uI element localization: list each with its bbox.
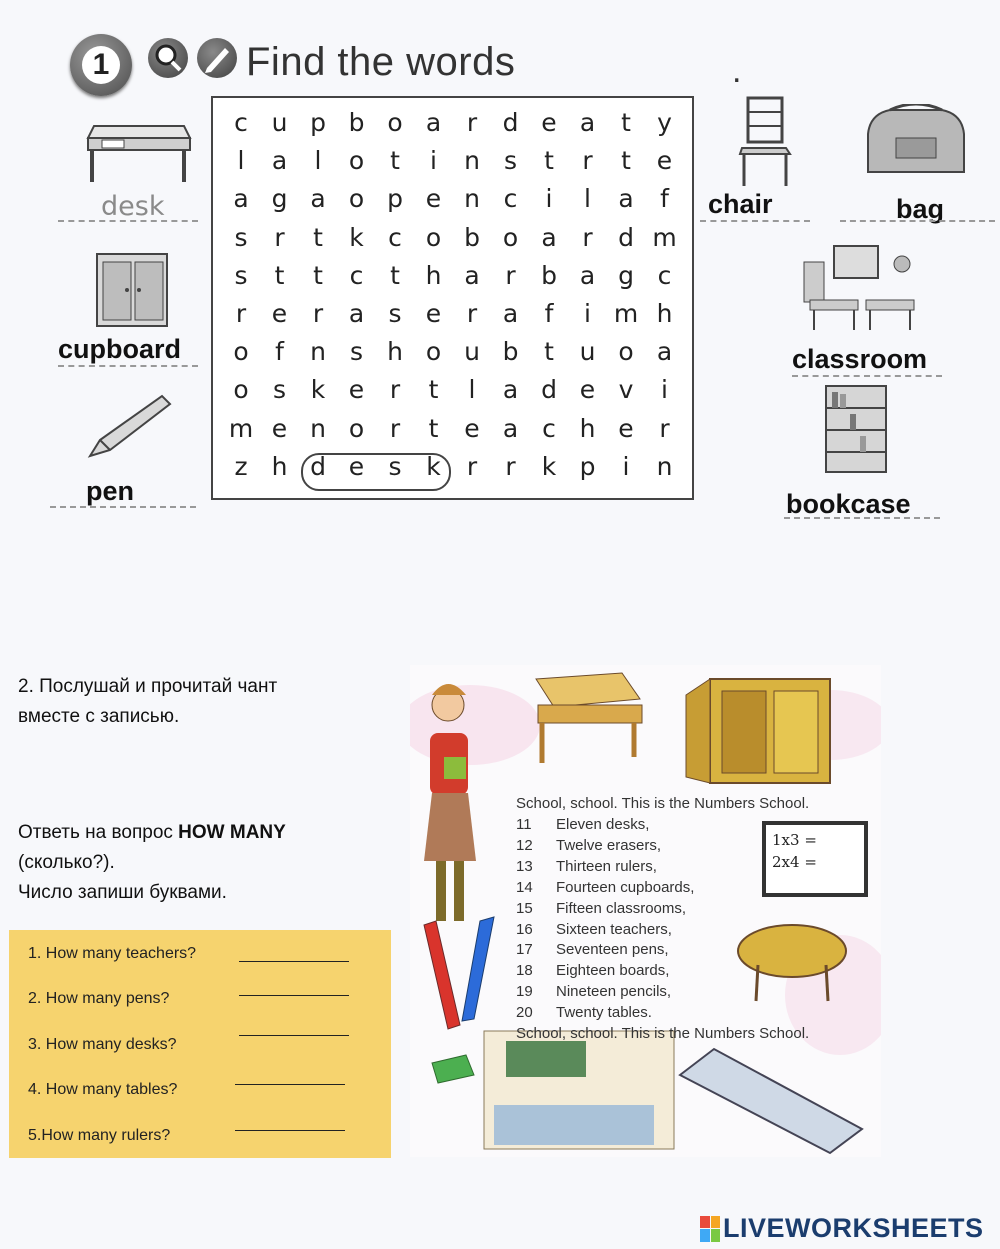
grid-letter[interactable]: p — [387, 184, 403, 214]
grid-letter[interactable]: e — [579, 375, 596, 405]
grid-letter[interactable]: u — [464, 337, 480, 367]
chant-illustration — [410, 665, 881, 1157]
question-5: 5.How many rulers? — [28, 1127, 171, 1144]
grid-letter[interactable]: s — [503, 146, 518, 176]
grid-letter[interactable]: a — [541, 222, 557, 252]
grid-letter[interactable]: c — [349, 260, 364, 290]
grid-letter[interactable]: a — [271, 146, 288, 176]
grid-letter[interactable]: s — [388, 451, 402, 481]
answer-field-4[interactable] — [235, 1084, 345, 1085]
chant-line — [516, 816, 649, 833]
chant-line-text: Fifteen classrooms, — [556, 899, 687, 917]
grid-letter[interactable]: t — [621, 108, 631, 137]
grid-letter[interactable]: h — [579, 413, 596, 443]
grid-letter[interactable]: n — [310, 337, 326, 367]
grid-letter[interactable]: f — [544, 299, 554, 328]
label-chair: chair — [708, 189, 773, 219]
chant-line-text: Thirteen rulers, — [556, 857, 657, 875]
chair-picture — [738, 96, 794, 188]
grid-letter[interactable]: c — [234, 108, 248, 137]
grid-letter[interactable]: r — [582, 222, 593, 252]
label-pen: pen — [86, 476, 135, 506]
answer-line-bookcase[interactable] — [784, 517, 940, 519]
board-line-1: 1x3 = — [772, 831, 817, 849]
instruction-answer-line-2: (сколько?). — [18, 852, 115, 873]
grid-letter[interactable]: a — [502, 299, 519, 328]
grid-letter[interactable]: n — [656, 451, 673, 481]
bag-picture — [860, 104, 972, 180]
grid-letter[interactable]: e — [464, 413, 480, 443]
grid-letter[interactable]: i — [430, 146, 437, 176]
grid-letter[interactable]: b — [464, 222, 480, 252]
label-classroom: classroom — [792, 344, 928, 374]
grid-letter[interactable]: d — [541, 375, 557, 405]
bookcase-picture — [824, 384, 890, 476]
grid-letter[interactable]: o — [425, 222, 442, 252]
chant-line-text: Fourteen cupboards, — [556, 878, 695, 896]
grid-letter[interactable]: t — [274, 260, 285, 290]
questions-box — [9, 930, 391, 1158]
grid-letter[interactable]: h — [271, 451, 288, 481]
grid-letter[interactable]: e — [618, 413, 634, 443]
chant-line-number: 12 — [516, 836, 533, 854]
grid-letter[interactable]: u — [579, 337, 596, 367]
instruction-listen — [18, 672, 277, 732]
grid-letter[interactable]: o — [233, 375, 249, 405]
grid-letter[interactable]: t — [390, 260, 400, 290]
grid-letter[interactable]: k — [426, 451, 441, 481]
grid-letter[interactable]: p — [579, 451, 596, 481]
grid-letter[interactable]: n — [464, 184, 480, 214]
found-word-circle-desk — [301, 453, 451, 491]
grid-letter[interactable]: l — [584, 184, 591, 214]
grid-letter[interactable]: r — [274, 222, 285, 252]
question-1: 1. How many teachers? — [28, 945, 197, 962]
grid-letter[interactable]: t — [313, 222, 323, 252]
grid-letter[interactable]: o — [233, 337, 249, 367]
grid-letter[interactable]: r — [389, 413, 401, 443]
grid-letter[interactable]: r — [466, 299, 478, 328]
grid-letter[interactable]: t — [544, 337, 554, 367]
grid-letter[interactable]: e — [271, 299, 288, 328]
instruction-line-1: 2. Послушай и прочитай чант — [18, 676, 278, 697]
label-bag: bag — [896, 194, 945, 224]
chant-line-number: 13 — [516, 857, 533, 875]
chant-line-text: Eleven desks, — [556, 816, 650, 833]
grid-letter[interactable]: s — [349, 337, 364, 367]
chant-line-number: 14 — [516, 878, 533, 896]
label-cupboard: cupboard — [58, 334, 182, 364]
grid-letter[interactable]: r — [466, 451, 478, 481]
grid-letter[interactable]: a — [579, 108, 596, 137]
label-bookcase: bookcase — [786, 489, 911, 519]
grid-letter[interactable]: o — [425, 337, 442, 367]
grid-letter[interactable]: c — [542, 413, 556, 443]
instruction-answer-bold: HOW MANY — [178, 822, 286, 843]
grid-letter[interactable]: e — [348, 375, 365, 405]
instruction-answer — [18, 818, 286, 908]
chant-line-text: Eighteen boards, — [556, 962, 670, 980]
grid-letter[interactable]: s — [272, 375, 287, 405]
answer-line-desk[interactable] — [58, 220, 198, 222]
grid-letter[interactable]: p — [310, 108, 326, 137]
grid-letter[interactable]: k — [349, 222, 364, 252]
answer-line-pen[interactable] — [50, 506, 196, 508]
grid-letter[interactable]: h — [387, 337, 403, 367]
grid-letter[interactable]: u — [271, 108, 288, 137]
grid-letter[interactable]: a — [579, 260, 596, 290]
chant-line-number: 17 — [516, 941, 533, 959]
chant-line — [516, 983, 671, 1000]
grid-letter[interactable]: c — [503, 184, 518, 214]
grid-letter[interactable]: o — [618, 337, 634, 367]
grid-letter[interactable]: k — [541, 451, 557, 481]
chant-line — [516, 921, 672, 938]
grid-letter[interactable]: t — [390, 146, 400, 176]
grid-letter[interactable]: o — [348, 413, 365, 443]
instruction-answer-line-1 — [18, 818, 286, 848]
chant-line — [516, 962, 669, 979]
grid-letter[interactable]: h — [656, 299, 673, 328]
grid-letter[interactable]: a — [502, 375, 519, 405]
grid-letter[interactable]: a — [425, 108, 442, 137]
grid-letter[interactable]: b — [541, 260, 557, 290]
grid-letter[interactable]: t — [428, 375, 439, 405]
grid-letter[interactable]: r — [389, 375, 401, 405]
liveworksheets-logo — [700, 1213, 984, 1244]
grid-letter[interactable]: i — [622, 451, 630, 481]
grid-letter[interactable]: c — [388, 222, 402, 252]
grid-letter[interactable]: r — [235, 299, 247, 328]
grid-letter[interactable]: m — [228, 413, 254, 443]
grid-letter[interactable]: e — [425, 184, 442, 214]
magnifier-icon — [148, 38, 188, 78]
grid-letter[interactable]: d — [310, 451, 326, 481]
grid-letter[interactable]: l — [468, 375, 476, 405]
grid-letter[interactable]: a — [502, 413, 519, 443]
grid-letter[interactable]: i — [545, 184, 553, 214]
chant-line-number: 11 — [516, 816, 532, 833]
grid-letter[interactable]: g — [271, 184, 288, 214]
grid-letter[interactable]: z — [234, 451, 248, 481]
grid-letter[interactable]: h — [425, 260, 442, 290]
question-2: 2. How many pens? — [28, 990, 170, 1007]
exercise-number: 1 — [82, 46, 120, 84]
chant-line-number: 19 — [516, 983, 533, 1001]
chant-line — [516, 858, 657, 875]
exercise-number-badge — [70, 34, 132, 96]
label-desk: desk — [101, 191, 165, 222]
chant-line — [516, 900, 686, 917]
grid-letter[interactable]: r — [659, 413, 670, 443]
grid-letter[interactable]: s — [234, 260, 248, 290]
grid-letter[interactable]: l — [237, 146, 245, 176]
board-line-2: 2x4 = — [772, 853, 817, 871]
grid-letter[interactable]: t — [313, 260, 323, 290]
grid-letter[interactable]: a — [310, 184, 326, 214]
grid-letter[interactable]: t — [544, 146, 554, 176]
chant-first-line: School, school. This is the Numbers School. — [516, 795, 810, 812]
grid-letter[interactable]: t — [621, 146, 631, 176]
grid-letter[interactable]: m — [613, 299, 639, 328]
grid-letter[interactable]: d — [618, 222, 634, 252]
grid-letter[interactable]: o — [348, 146, 365, 176]
grid-letter[interactable]: e — [271, 413, 288, 443]
answer-line-bag[interactable] — [840, 220, 995, 222]
cupboard-picture — [95, 252, 171, 330]
answer-field-1[interactable] — [239, 961, 349, 962]
grid-letter[interactable]: e — [656, 146, 673, 176]
instruction-line-2: вместе с записью. — [18, 706, 180, 727]
grid-letter[interactable]: a — [348, 299, 365, 328]
answer-line-chair[interactable] — [700, 220, 810, 222]
answer-field-5[interactable] — [235, 1130, 345, 1131]
grid-letter[interactable]: y — [657, 108, 672, 137]
answer-field-2[interactable] — [239, 995, 349, 996]
chant-line-number: 18 — [516, 962, 533, 980]
chant-line-number: 20 — [516, 1004, 533, 1022]
grid-letter[interactable]: k — [310, 375, 326, 405]
instruction-answer-prefix: Ответь на вопрос — [18, 822, 179, 843]
grid-letter[interactable]: m — [652, 222, 677, 252]
chant-line-text: Seventeen pens, — [556, 941, 669, 959]
grid-letter[interactable]: v — [618, 375, 634, 405]
grid-letter[interactable]: b — [502, 337, 519, 367]
grid-letter[interactable]: f — [275, 337, 284, 367]
chant-line — [516, 837, 661, 854]
grid-letter[interactable]: t — [428, 413, 439, 443]
chant-line-number: 15 — [516, 899, 533, 917]
grid-letter[interactable]: r — [466, 108, 478, 137]
grid-letter[interactable]: o — [387, 108, 403, 137]
chant-line — [516, 879, 694, 896]
answer-field-3[interactable] — [239, 1035, 349, 1036]
grid-letter[interactable]: a — [656, 337, 673, 367]
grid-letter[interactable]: e — [425, 299, 442, 328]
grid-letter[interactable]: r — [312, 299, 324, 328]
answer-line-classroom[interactable] — [792, 375, 942, 377]
grid-letter[interactable]: i — [661, 375, 668, 405]
desk-picture — [84, 118, 192, 188]
grid-letter[interactable]: s — [388, 299, 402, 328]
grid-letter[interactable]: c — [657, 260, 672, 290]
question-3: 3. How many desks? — [28, 1036, 177, 1053]
grid-letter[interactable]: o — [348, 184, 365, 214]
brand-name: LIVEWORKSHEETS — [723, 1213, 984, 1243]
grid-letter[interactable]: a — [464, 260, 480, 290]
chant-line-text: Sixteen teachers, — [556, 920, 672, 938]
question-4: 4. How many tables? — [28, 1081, 178, 1098]
grid-letter[interactable]: n — [464, 146, 480, 176]
grid-letter[interactable]: r — [505, 260, 516, 290]
chant-line-number: 16 — [516, 920, 533, 938]
chant-line — [516, 1004, 652, 1021]
instruction-answer-line-3: Число запиши буквами. — [18, 882, 227, 903]
grid-letter[interactable]: e — [541, 108, 557, 137]
classroom-picture — [800, 242, 922, 334]
answer-line-cupboard[interactable] — [58, 365, 198, 367]
grid-letter[interactable]: o — [502, 222, 519, 252]
exercise-title: Find the words — [246, 40, 516, 84]
grid-letter[interactable]: l — [314, 146, 322, 176]
grid-letter[interactable]: e — [348, 451, 365, 481]
grid-letter[interactable]: i — [584, 299, 591, 328]
chant-line-text: Twenty tables. — [556, 1004, 652, 1022]
chant-line-text: Nineteen pencils, — [556, 983, 672, 1001]
grid-letter[interactable]: r — [582, 146, 593, 176]
grid-letter[interactable]: a — [233, 184, 249, 214]
chant-last-line: School, school. This is the Numbers School. — [516, 1025, 810, 1042]
liveworksheets-mark-icon — [700, 1216, 720, 1242]
grid-letter[interactable]: g — [618, 260, 634, 290]
title-dot: . — [732, 52, 742, 90]
grid-letter[interactable]: b — [348, 108, 365, 137]
grid-letter[interactable]: f — [660, 184, 669, 214]
grid-letter[interactable]: n — [310, 413, 326, 443]
chant-line-text: Twelve erasers, — [556, 836, 662, 854]
grid-letter[interactable]: s — [234, 222, 248, 252]
pencil-icon — [197, 38, 237, 78]
grid-letter[interactable]: r — [505, 451, 516, 481]
grid-letter[interactable]: a — [618, 184, 634, 214]
pen-picture — [84, 392, 174, 462]
chant-line — [516, 941, 669, 958]
grid-letter[interactable]: d — [502, 108, 519, 137]
